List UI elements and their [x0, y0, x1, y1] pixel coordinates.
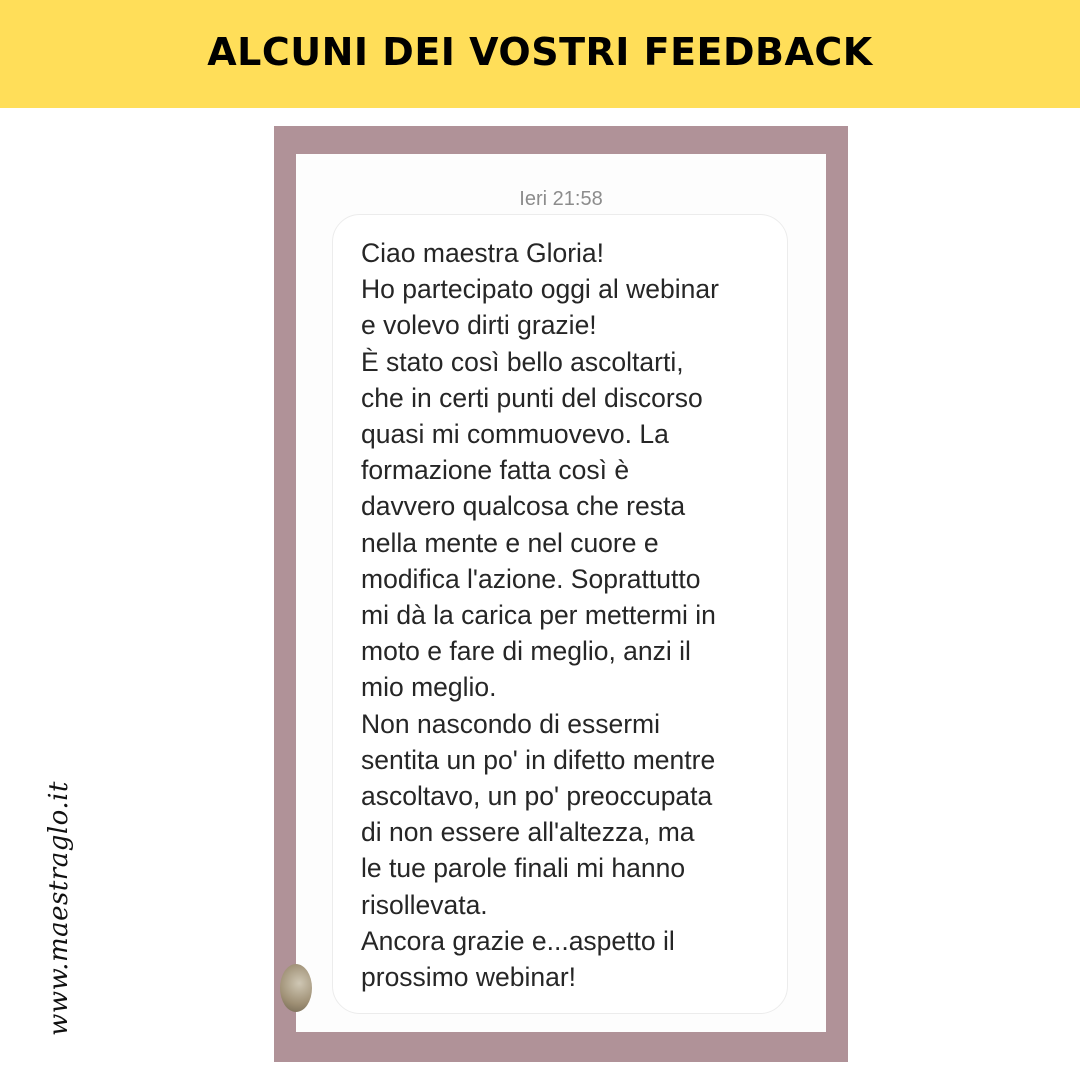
screenshot-frame [274, 126, 848, 1062]
page-title: ALCUNI DEI VOSTRI FEEDBACK [207, 30, 873, 74]
header-banner [0, 0, 1080, 108]
message-timestamp: Ieri 21:58 [519, 188, 603, 210]
sender-avatar [280, 964, 312, 1012]
message-bubble [332, 214, 788, 1014]
message-text: Ciao maestra Gloria! Ho partecipato oggi al webinar e volevo dirti grazie! È stato così bello ascoltarti, che in certi punti del discorso quasi mi commuovevo. La formazione fatta così è davvero qualcosa che resta nella mente e nel cuore e modifica l'azione. Soprattutto mi dà la carica per mettermi in moto e fare di meglio, anzi il mio meglio. Non nascondo di essermi sentita un po' in difetto mentre ascoltavo, un po' preoccupata di non essere all'altezza, ma le tue parole finali mi hanno risollevata. Ancora grazie e...aspetto il prossimo webinar! [361, 238, 719, 993]
chat-screen [296, 154, 826, 1032]
website-watermark: www.maestraglo.it [44, 781, 74, 1036]
